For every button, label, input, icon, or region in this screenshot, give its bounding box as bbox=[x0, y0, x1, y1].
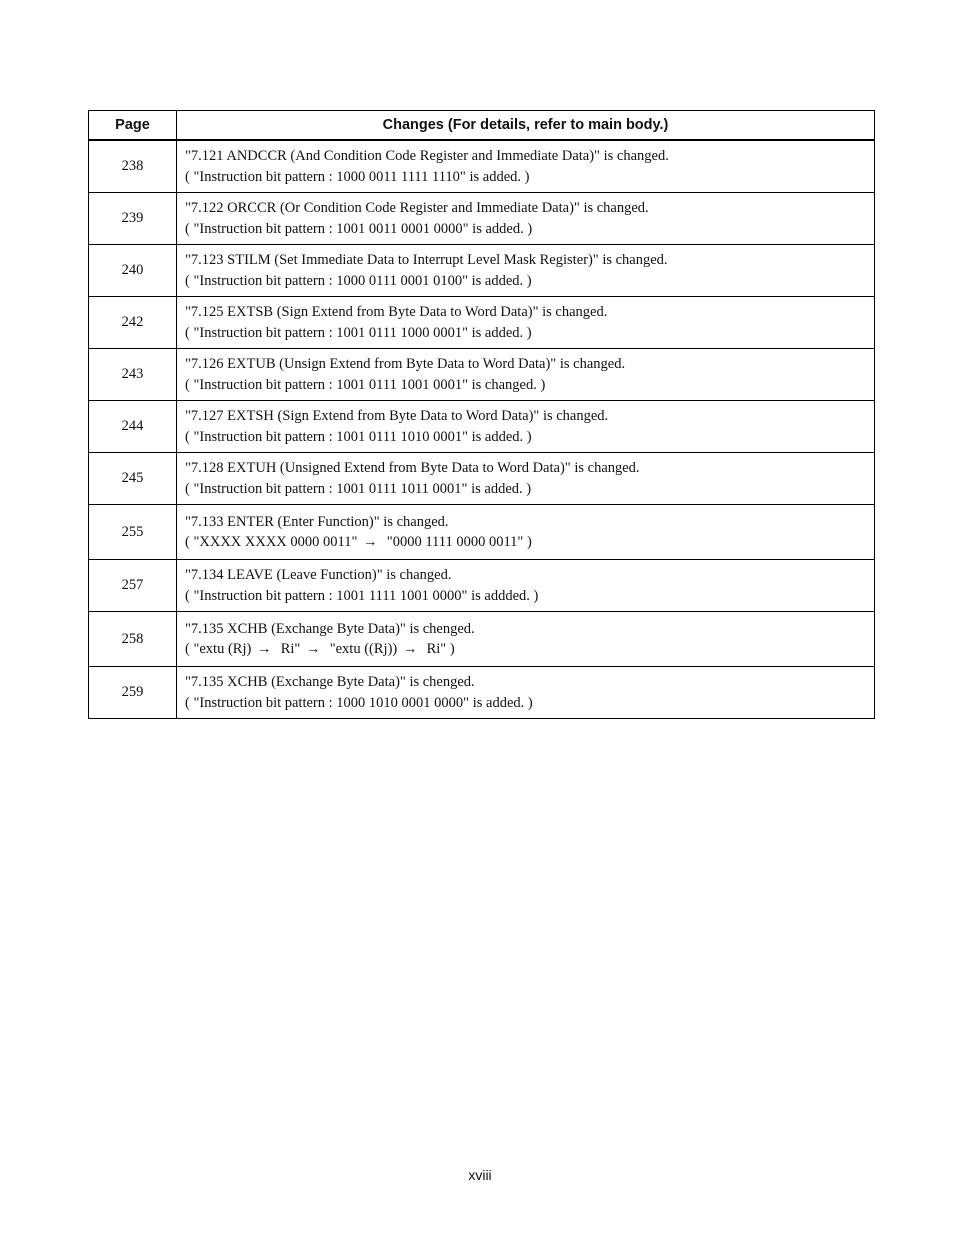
table-row bbox=[89, 401, 875, 453]
change-line-1: "7.135 XCHB (Exchange Byte Data)" is chenged. bbox=[185, 674, 475, 690]
change-line-1: "7.133 ENTER (Enter Function)" is changed. bbox=[185, 513, 449, 530]
page-cell: 240 bbox=[89, 245, 177, 297]
change-cell bbox=[177, 560, 875, 612]
change-text-segment: "0000 1111 0000 0011" ) bbox=[379, 534, 532, 550]
change-cell bbox=[177, 140, 875, 193]
change-line-1: "7.135 XCHB (Exchange Byte Data)" is chenged. bbox=[185, 620, 475, 637]
change-line-2: ( "Instruction bit pattern : 1001 0111 1000 0001" is added. ) bbox=[185, 324, 532, 341]
page-cell: 238 bbox=[89, 140, 177, 193]
page-cell: 243 bbox=[89, 349, 177, 401]
table-row bbox=[89, 453, 875, 505]
change-cell bbox=[177, 667, 875, 719]
page-number: xviii bbox=[468, 1167, 492, 1183]
change-line-1: "7.121 ANDCCR (And Condition Code Register and Immediate Data)" is changed. bbox=[185, 148, 669, 164]
page-cell: 259 bbox=[89, 667, 177, 719]
table-row bbox=[89, 349, 875, 401]
change-line-2 bbox=[185, 532, 866, 553]
change-cell bbox=[177, 401, 875, 453]
change-cell bbox=[177, 193, 875, 245]
change-cell bbox=[177, 245, 875, 297]
change-line-2: ( "Instruction bit pattern : 1001 1111 1001 0000" is addded. ) bbox=[185, 587, 539, 604]
change-line-2: ( "Instruction bit pattern : 1001 0111 1011 0001" is added. ) bbox=[185, 480, 532, 497]
table-row bbox=[89, 505, 875, 560]
page-cell: 255 bbox=[89, 505, 177, 560]
change-cell bbox=[177, 349, 875, 401]
change-cell bbox=[177, 505, 875, 560]
table-row bbox=[89, 560, 875, 612]
table-row bbox=[89, 193, 875, 245]
change-text-segment: ( "XXXX XXXX 0000 0011" bbox=[185, 534, 358, 550]
change-line-1: "7.123 STILM (Set Immediate Data to Interrupt Level Mask Register)" is changed. bbox=[185, 252, 668, 268]
change-text-segment: ( "extu (Rj) bbox=[185, 641, 252, 657]
table-row bbox=[89, 667, 875, 719]
column-header-changes: Changes (For details, refer to main body.) bbox=[177, 111, 875, 141]
table-row bbox=[89, 245, 875, 297]
right-arrow-icon: → bbox=[402, 641, 418, 657]
column-header-page: Page bbox=[89, 111, 177, 141]
change-cell bbox=[177, 612, 875, 667]
right-arrow-icon: → bbox=[363, 534, 378, 550]
page-cell: 257 bbox=[89, 560, 177, 612]
table-row bbox=[89, 140, 875, 193]
change-line-2: ( "Instruction bit pattern : 1000 0011 1111 1110" is added. ) bbox=[185, 168, 530, 185]
change-line-1: "7.127 EXTSH (Sign Extend from Byte Data to Word Data)" is changed. bbox=[185, 408, 609, 424]
table-header-row bbox=[89, 111, 875, 141]
change-text-segment: Ri" bbox=[273, 641, 301, 657]
change-line-2: ( "Instruction bit pattern : 1001 0111 1001 0001" is changed. ) bbox=[185, 376, 546, 393]
change-line-1: "7.126 EXTUB (Unsign Extend from Byte Data to Word Data)" is changed. bbox=[185, 356, 626, 372]
change-cell bbox=[177, 453, 875, 505]
right-arrow-icon: → bbox=[256, 641, 272, 657]
change-text-segment: Ri" ) bbox=[419, 641, 455, 657]
page-cell: 245 bbox=[89, 453, 177, 505]
change-line-1: "7.125 EXTSB (Sign Extend from Byte Data to Word Data)" is changed. bbox=[185, 304, 608, 320]
change-cell bbox=[177, 297, 875, 349]
change-line-1: "7.134 LEAVE (Leave Function)" is changed. bbox=[185, 567, 452, 583]
table-row bbox=[89, 297, 875, 349]
changes-table bbox=[88, 110, 875, 719]
table-row bbox=[89, 612, 875, 667]
change-line-2: ( "Instruction bit pattern : 1001 0011 0001 0000" is added. ) bbox=[185, 220, 533, 237]
change-line-2 bbox=[185, 639, 866, 660]
page-cell: 242 bbox=[89, 297, 177, 349]
change-text-segment: "extu ((Rj)) bbox=[322, 641, 398, 657]
right-arrow-icon: → bbox=[305, 641, 321, 657]
change-line-2: ( "Instruction bit pattern : 1000 0111 0001 0100" is added. ) bbox=[185, 272, 532, 289]
page-cell: 244 bbox=[89, 401, 177, 453]
page-cell: 239 bbox=[89, 193, 177, 245]
change-line-2: ( "Instruction bit pattern : 1001 0111 1010 0001" is added. ) bbox=[185, 428, 532, 445]
page-cell: 258 bbox=[89, 612, 177, 667]
change-line-2: ( "Instruction bit pattern : 1000 1010 0001 0000" is added. ) bbox=[185, 694, 533, 711]
change-line-1: "7.128 EXTUH (Unsigned Extend from Byte Data to Word Data)" is changed. bbox=[185, 460, 640, 476]
change-line-1: "7.122 ORCCR (Or Condition Code Register and Immediate Data)" is changed. bbox=[185, 200, 649, 216]
